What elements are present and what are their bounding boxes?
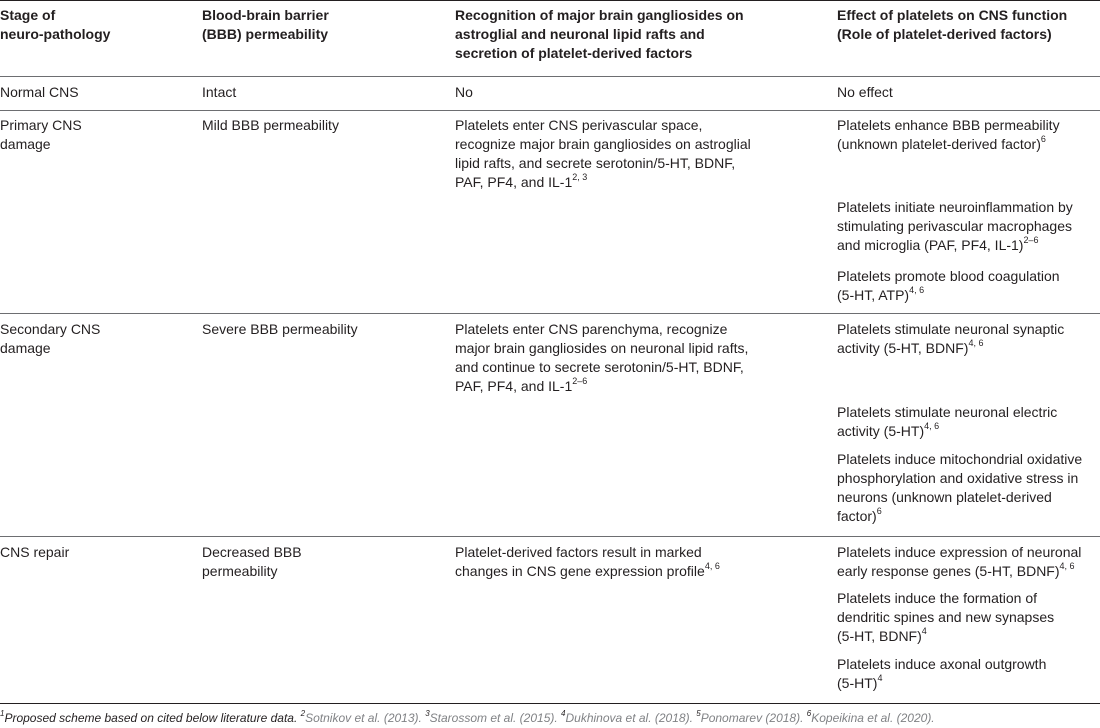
- normal-bbb: Intact: [202, 84, 237, 100]
- primary-effect-bbb: Platelets enhance BBB permeability (unknown platelet-derived factor)$^6$: [837, 117, 1060, 152]
- table-footnote: $^1$Proposed scheme based on cited below literature data. $^2$Sotnikov et al. (2013). $^3$Starossom et al. (2015). $^4$Dukhinova et al. (2018). $^5$Ponomarev (2018). $^6$Kopeikina et al. (2020).: [0, 709, 935, 725]
- header-stage: Stage of neuro-pathology: [0, 7, 111, 42]
- citation-link[interactable]: Starossom et al. (2015).: [429, 711, 558, 725]
- repair-effect-genes: Platelets induce expression of neuronal early response genes (5-HT, BDNF)$^{4, 6}$: [837, 544, 1082, 579]
- secondary-recognition: Platelets enter CNS parenchyma, recognize major brain gangliosides on neuronal lipid rafts, and continue to secrete serotonin/5-HT, BDNF, PAF, PF4, and IL-1$^{2-6}$: [455, 321, 749, 394]
- repair-stage: CNS repair: [0, 544, 70, 560]
- normal-recognition: No: [455, 84, 473, 100]
- secondary-effect-electric: Platelets stimulate neuronal electric activity $(5-HT)^{4, 6}$: [837, 404, 1058, 439]
- primary-stage: Primary CNS damage: [0, 117, 82, 152]
- row-divider-normal: [0, 110, 1100, 111]
- repair-effect-axonal: Platelets induce axonal outgrowth $(5-HT)^4$: [837, 656, 1047, 691]
- citation-link[interactable]: Sotnikov et al. (2013).: [305, 711, 422, 725]
- secondary-effect-mitochondrial: Platelets induce mitochondrial oxidative phosphorylation and oxidative stress in neurons (unknown platelet-derived factor)$^6$: [837, 451, 1083, 524]
- primary-effect-neuroinflammation: Platelets initiate neuroinflammation by stimulating perivascular macrophages and microglia (PAF, PF4, IL-1)$^{2-6}$: [837, 199, 1073, 253]
- secondary-bbb: Severe BBB permeability: [202, 321, 358, 337]
- normal-effect: No effect: [837, 84, 893, 100]
- row-divider-secondary: [0, 536, 1100, 537]
- header-bottom-rule: [0, 76, 1100, 77]
- table-top-rule: [0, 0, 1100, 1]
- header-bbb: Blood-brain barrier (BBB) permeability: [202, 7, 329, 42]
- primary-effect-coagulation: Platelets promote blood coagulation (5-HT, ATP)$^{4, 6}$: [837, 268, 1060, 303]
- citation-link[interactable]: Dukhinova et al. (2018).: [565, 711, 693, 725]
- secondary-stage: Secondary CNS damage: [0, 321, 101, 356]
- table-bottom-rule: [0, 703, 1100, 704]
- repair-recognition: Platelet-derived factors result in marked changes in CNS gene expression profile$^{4, 6}$: [455, 544, 720, 579]
- normal-stage: Normal CNS: [0, 84, 79, 100]
- primary-bbb: Mild BBB permeability: [202, 117, 339, 133]
- header-recognition: Recognition of major brain gangliosides on astroglial and neuronal lipid rafts and secretion of platelet-derived factors: [455, 7, 744, 61]
- primary-recognition: Platelets enter CNS perivascular space, recognize major brain gangliosides on astroglial lipid rafts, and secrete serotonin/5-HT, BDNF, PAF, PF4, and IL-1$^{2, 3}$: [455, 117, 751, 190]
- repair-bbb: Decreased BBB permeability: [202, 544, 302, 579]
- secondary-effect-synaptic: Platelets stimulate neuronal synaptic activity (5-HT, BDNF)$^{4, 6}$: [837, 321, 1065, 356]
- row-divider-primary: [0, 313, 1100, 314]
- citation-link[interactable]: Ponomarev (2018).: [700, 711, 804, 725]
- citation-link[interactable]: Kopeikina et al. (2020).: [811, 711, 935, 725]
- header-effect: Effect of platelets on CNS function (Role of platelet-derived factors): [837, 7, 1068, 42]
- repair-effect-synapses: Platelets induce the formation of dendritic spines and new synapses (5-HT, BDNF)$^4$: [837, 590, 1055, 644]
